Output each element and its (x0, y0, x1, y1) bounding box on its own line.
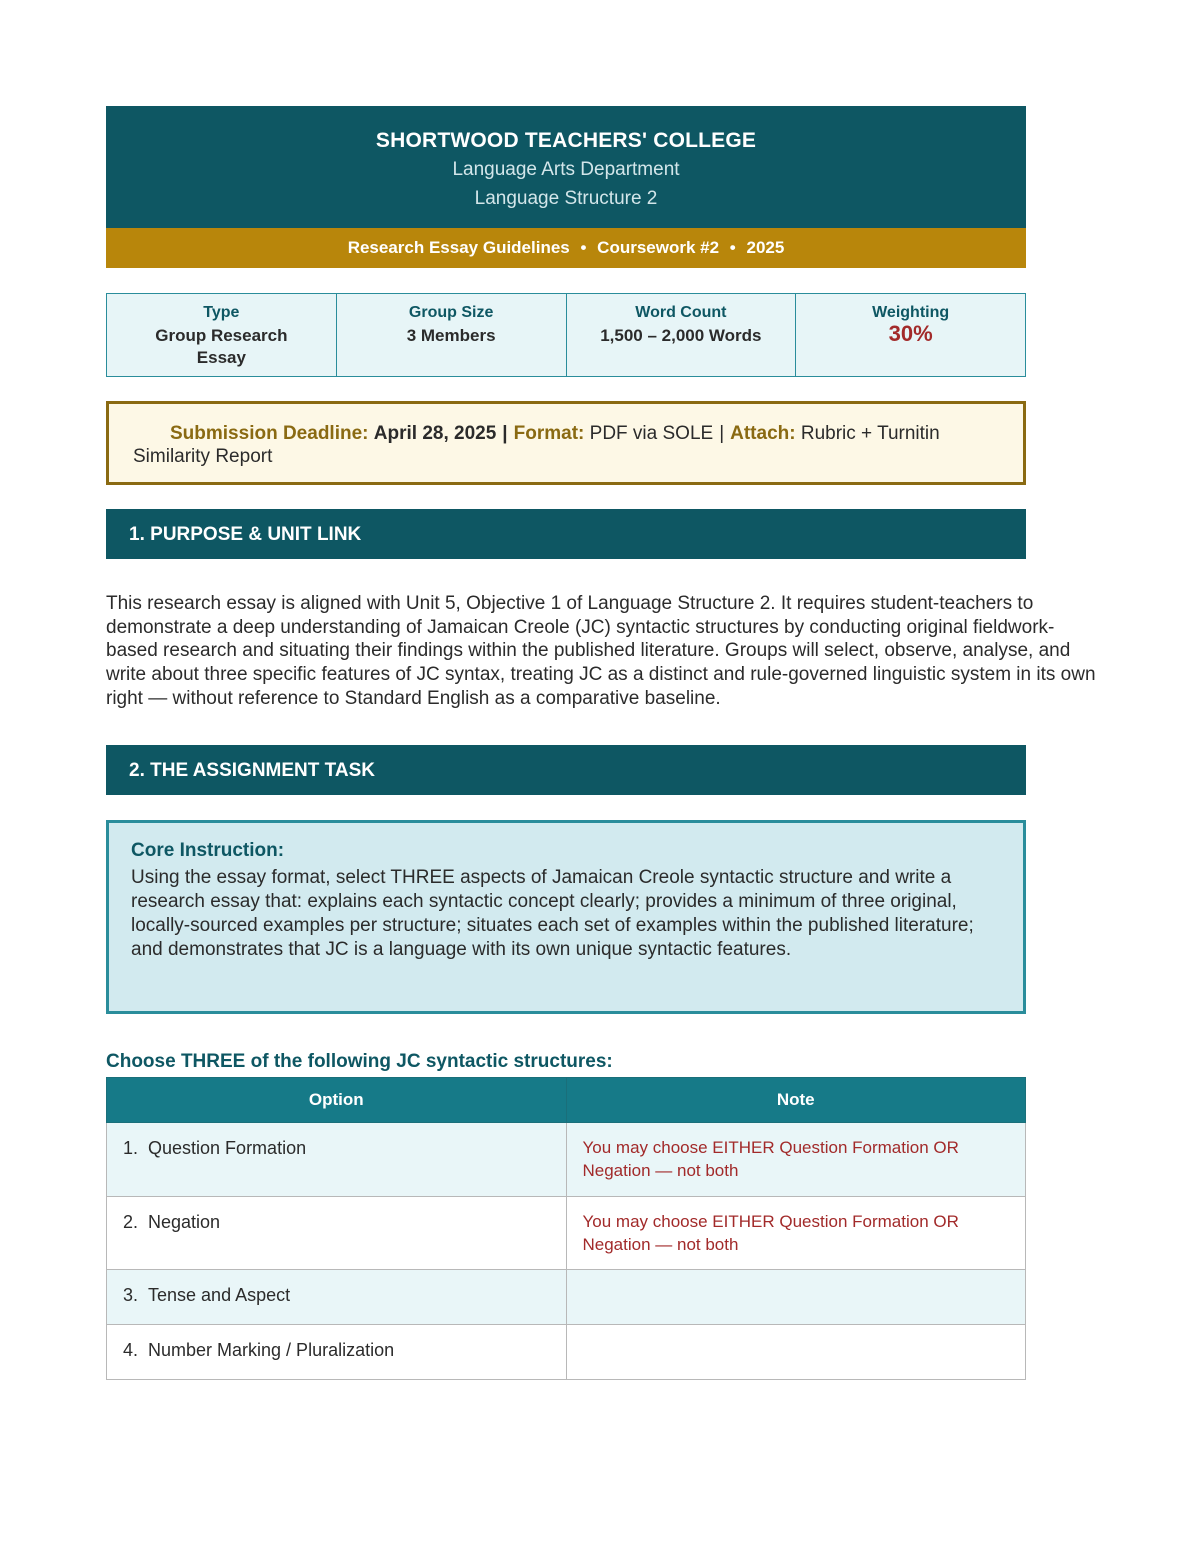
banner-title: Research Essay Guidelines (347, 238, 570, 257)
note-cell: You may choose EITHER Question Formation OR Negation — not both (566, 1122, 1026, 1196)
option-cell (107, 1122, 567, 1196)
info-value: Group Research Essay (155, 326, 288, 367)
weighting-value: 30% (888, 321, 933, 346)
info-label: Type (203, 304, 240, 321)
structures-table (106, 1077, 1026, 1380)
document-page (106, 106, 1096, 1380)
deadline-value: April 28, 2025 (373, 423, 497, 444)
banner-separator: • (729, 238, 736, 257)
banner-coursework: Coursework #2 (597, 238, 720, 257)
section-number: 1. (129, 524, 145, 545)
table-row (107, 1269, 1026, 1324)
separator: | (719, 423, 725, 444)
table-row (107, 1196, 1026, 1269)
column-header-note: Note (566, 1077, 1026, 1122)
attach-value: Rubric + Turnitin Similarity Report (133, 423, 940, 467)
submission-deadline-box (106, 401, 1026, 485)
department-name: Language Arts Department (452, 159, 680, 180)
info-label: Group Size (408, 304, 494, 321)
banner-separator: • (580, 238, 587, 257)
option-label: Number Marking / Pluralization (148, 1339, 395, 1360)
section-number: 2. (129, 759, 145, 781)
info-label: Weighting (872, 304, 950, 321)
attach-label: Attach: (730, 423, 796, 444)
section-title: THE ASSIGNMENT TASK (150, 759, 375, 781)
guidelines-banner (106, 228, 1026, 268)
info-label: Word Count (635, 304, 727, 321)
option-cell (107, 1324, 567, 1379)
core-instruction-title: Core Instruction: (131, 839, 285, 861)
note-cell (566, 1269, 1026, 1324)
core-instruction-text: Using the essay format, select THREE aspects of Jamaican Creole syntactic structure and write a research essay that: explains each syntactic concept clearly; provides a minimum of three original, locally-sourced examples per structure; situates each set of examples within the published literature; and demonstrates that JC is a language with its own unique syntactic features. (131, 866, 974, 960)
option-number: 1. (123, 1137, 139, 1158)
info-type (107, 294, 337, 376)
college-header (106, 106, 1026, 228)
info-weighting (796, 294, 1025, 376)
option-number: 3. (123, 1284, 139, 1305)
format-label: Format: (513, 423, 585, 444)
choose-structures-heading: Choose THREE of the following JC syntactic structures: (106, 1050, 613, 1072)
option-cell (107, 1269, 567, 1324)
info-value: 1,500 – 2,000 Words (600, 326, 762, 345)
banner-year: 2025 (746, 238, 785, 257)
deadline-label: Submission Deadline: (170, 423, 369, 444)
table-header-row (107, 1077, 1026, 1122)
note-cell (566, 1324, 1026, 1379)
section-heading-task (106, 745, 1026, 795)
course-name: Language Structure 2 (474, 188, 658, 209)
info-value: 3 Members (406, 326, 496, 345)
format-value: PDF via SOLE (589, 423, 714, 444)
college-name: SHORTWOOD TEACHERS' COLLEGE (375, 129, 757, 152)
core-instruction-box (106, 820, 1026, 1014)
note-cell: You may choose EITHER Question Formation OR Negation — not both (566, 1196, 1026, 1269)
table-row (107, 1122, 1026, 1196)
column-header-option: Option (107, 1077, 567, 1122)
separator: | (502, 423, 508, 444)
option-label: Tense and Aspect (148, 1284, 291, 1305)
section-heading-purpose (106, 509, 1026, 559)
option-label: Question Formation (148, 1137, 307, 1158)
info-word-count (567, 294, 797, 376)
option-label: Negation (148, 1211, 221, 1232)
info-group-size (337, 294, 567, 376)
table-row (107, 1324, 1026, 1379)
assignment-info-grid (106, 293, 1026, 377)
option-cell (107, 1196, 567, 1269)
option-number: 4. (123, 1339, 139, 1360)
option-number: 2. (123, 1211, 139, 1232)
purpose-paragraph: This research essay is aligned with Unit 5, Objective 1 of Language Structure 2. It requires student-teachers to demonstrate a deep understanding of Jamaican Creole (JC) syntactic structures by conducting original fieldwork-based research and situating their findings within the published literature. Groups will select, observe, analyse, and write about three specific features of JC syntax, treating JC as a distinct and rule-governed linguistic system in its own right — without reference to Standard English as a comparative baseline. (106, 593, 1096, 709)
section-title: PURPOSE & UNIT LINK (150, 524, 362, 545)
